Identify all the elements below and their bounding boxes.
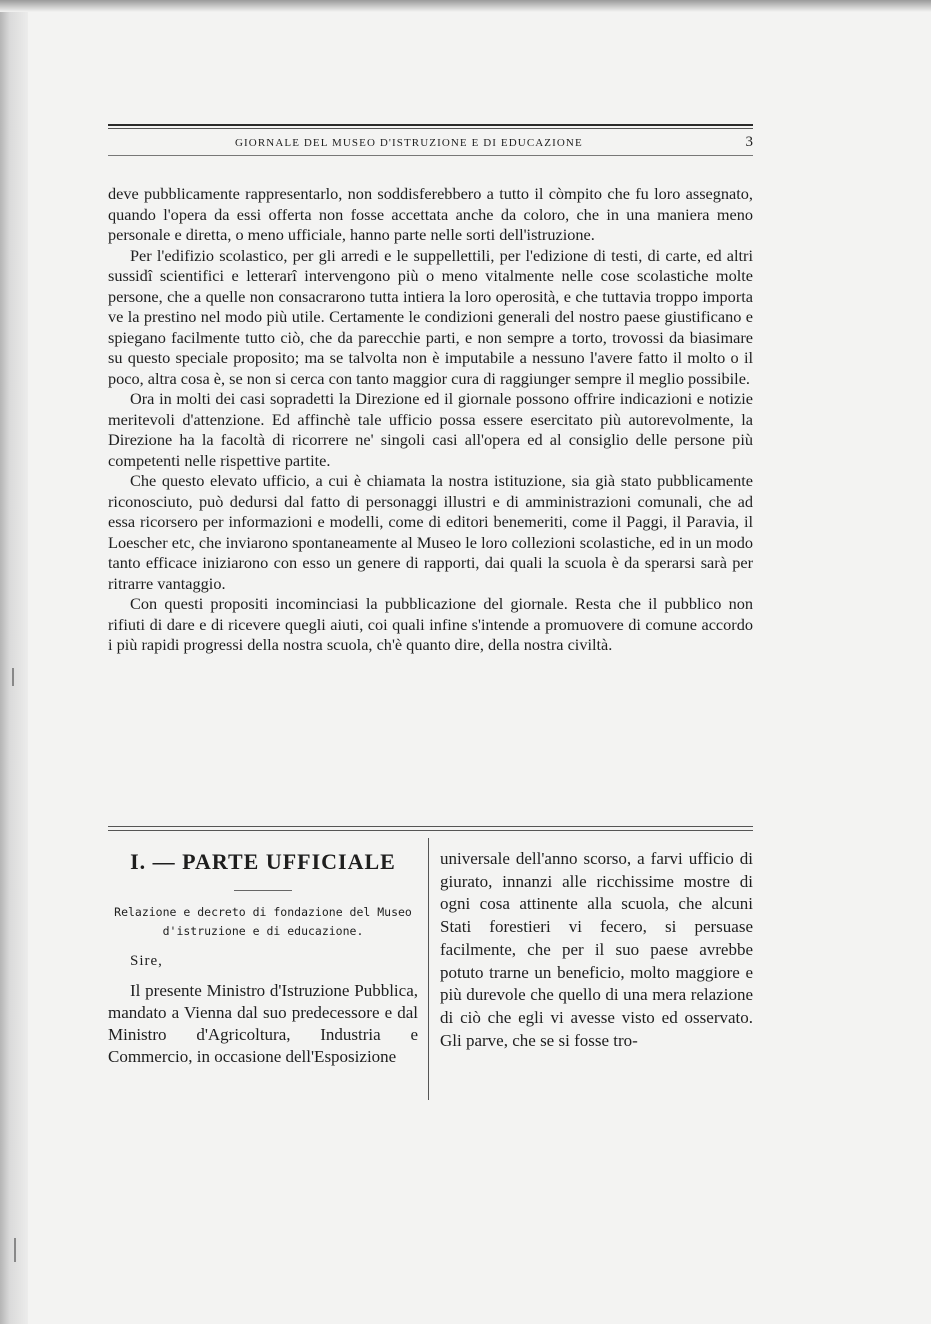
header-line: [108, 129, 753, 155]
paragraph: Con questi propositi incominciasi la pubblicazione del giornale. Resta che il pubblico non rifiuti di dare e di ricevere quegli aiuti, coi quali infine s'intende a promuovere di comune accordo i più rapidi progressi della nostra scuola, ch'è quanto dire, della nostra civiltà.: [108, 594, 753, 654]
right-column: [440, 848, 753, 1052]
section-rule-bottom: [108, 830, 753, 831]
section-rule-top: [108, 826, 753, 827]
section-title: I. — PARTE UFFICIALE: [130, 849, 396, 874]
page-top-shadow: [0, 0, 931, 12]
salutation: Sire,: [130, 953, 163, 969]
document-caption-line-2: d'istruzione e di educazione.: [162, 924, 364, 938]
paragraph: deve pubblicamente rappresentarlo, non soddisferebbero a tutto il còmpito che fu loro assegnato, quando l'opera da essi offerta non fosse accettata anche da coloro, che in una maniera meno personale e diretta, o meno ufficiale, hanno parte nelle sorti dell'istruzione.: [108, 184, 753, 244]
running-header: [108, 124, 753, 156]
page-binding-edge: [0, 0, 28, 1324]
page-number: 3: [745, 134, 753, 150]
paragraph: Che questo elevato ufficio, a cui è chiamata la nostra istituzione, sia già stato pubblicamente riconosciuto, può dedursi dal fatto di personaggi illustri e di amministrazioni comunali, che ad essa ricorsero per informazioni e modelli, come di editori benemeriti, come il Paggi, il Paravia, il Loescher etc, che inviarono spontaneamente al Museo le loro collezioni scolastiche, ed in un modo tanto efficace iniziarono con esso un genere di rapporti, dai quali la scuola è da sperarsi sarà per ritrarre vantaggio.: [108, 471, 753, 593]
left-column: [108, 848, 418, 1068]
paragraph: Per l'edifizio scolastico, per gli arredi e le suppellettili, per l'edizione di testi, di carte, ed altri sussidî scientifici e letterarî intervengono più o meno vitalmente nelle cose scolastiche molte persone, che a quelle non consacrarono tutta intiera la loro operosità, e che tuttavia troppo importa ve la prestino nel modo più utile. Certamente le condizioni generali del nostro paese giustificano e spiegano facilmente tutto ciò, che da parecchie parti, e non sempre a torto, trovossi da biasimare su questo speciale proposito; ma se talvolta non è imputabile a nessuno l'avere fatto il molto o il poco, altra cosa è, se non si cerca con tanto maggior cura di raggiunger sempre il meglio possibile.: [108, 245, 753, 388]
title-underline: [234, 890, 292, 891]
scan-speck: [14, 1238, 16, 1262]
left-column-body: Il presente Ministro d'Istruzione Pubblica, mandato a Vienna dal suo predecessore e dal Ministro d'Agricoltura, Industria e Commercio, in occasione dell'Esposizione: [108, 981, 418, 1066]
header-rule-bottom: [108, 155, 753, 156]
right-column-body: universale dell'anno scorso, a farvi ufficio di giurato, innanzi alle ricchissime mostre di ogni cosa attinente alla scuola, che alcuni Stati forestieri vi fecero, si persuase facilmente, che per il suo paese avrebbe potuto trarne un beneficio, molto maggiore e più durevole che quello di una mera relazione di ciò che egli vi avesse visto ed osservato. Gli parve, che se si fosse tro-: [440, 849, 753, 1050]
document-caption-line-1: Relazione e decreto di fondazione del Museo: [114, 905, 412, 919]
section-divider: [108, 826, 753, 831]
header-title: GIORNALE DEL MUSEO D'ISTRUZIONE E DI EDUCAZIONE: [235, 137, 583, 149]
header-rule-thick: [108, 124, 753, 126]
paragraph: Ora in molti dei casi sopradetti la Direzione ed il giornale possono offrire indicazioni e notizie meritevoli d'attenzione. Ed affinchè tale ufficio possa essere esercitato più autorevolmente, la Direzione ha la facoltà di ricorrere ne' singoli casi all'opera ed al consiglio delle persone più competenti nelle rispettive partite.: [108, 389, 753, 470]
scan-speck: [12, 668, 14, 686]
column-divider: [428, 838, 429, 1100]
main-text-block: [108, 184, 753, 656]
